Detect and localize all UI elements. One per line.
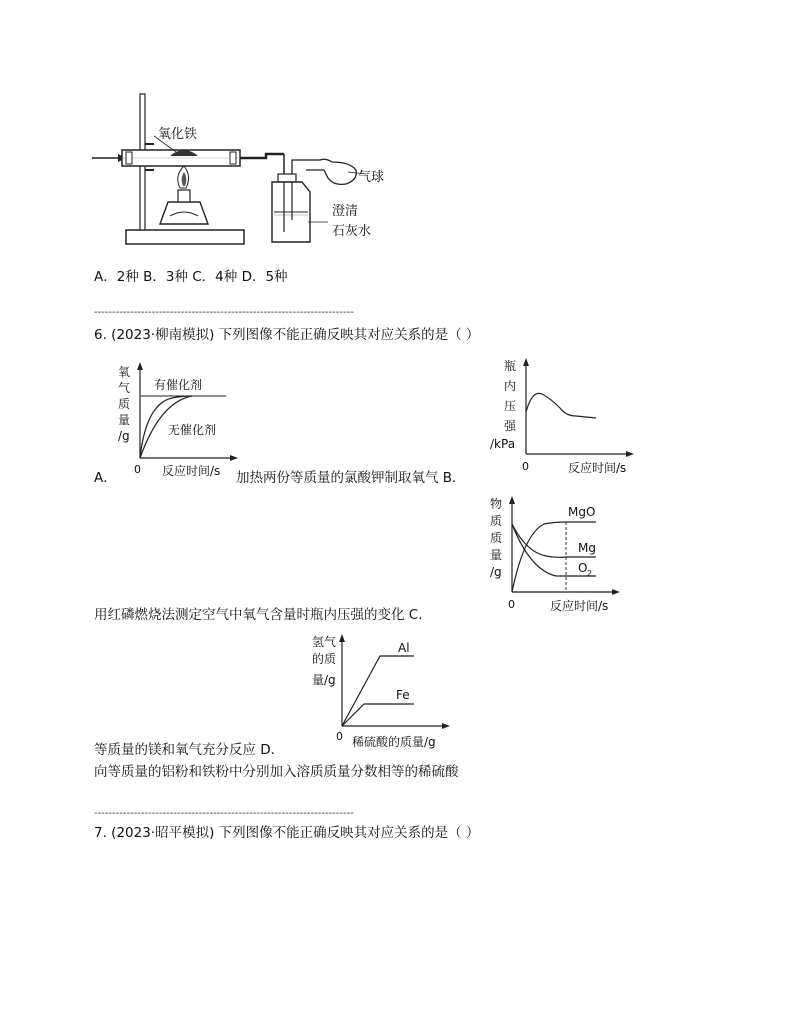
graph-d [308, 632, 452, 752]
graph-a-ylabel-0: 氧 [118, 365, 131, 379]
graph-d-xlabel: 稀硫酸的质量/g [352, 735, 436, 749]
graph-b-ylabel-4: /kPa [490, 437, 516, 451]
apparatus-diagram [88, 92, 408, 252]
q6-text-c: 等质量的镁和氧气充分反应 D． [94, 742, 285, 758]
graph-c-s3: O [578, 561, 588, 575]
graph-b-ylabel-2: 压 [504, 399, 517, 413]
graph-b-xlabel: 反应时间/s [568, 461, 627, 475]
graph-b-ylabel-0: 瓶 [504, 359, 517, 373]
graph-a-ylabel-4: /g [118, 429, 130, 443]
graph-d-ylabel-1: 的质 [312, 652, 337, 666]
graph-a [112, 362, 238, 480]
label-limewater-1: 澄清 [332, 204, 359, 219]
q7-stem: 7. (2023·昭平模拟) 下列图像不能正确反映其对应关系的是（ ） [94, 825, 480, 841]
graph-a-xlabel: 反应时间/s [162, 464, 221, 478]
q6-text-a: 加热两份等质量的氯酸钾制取氧气 B． [236, 470, 466, 486]
graph-d-ylabel-2: 量/g [312, 673, 336, 687]
graph-a-curve1: 有催化剂 [154, 378, 203, 392]
separator: ------------------------------------------------------------------------ [94, 307, 354, 318]
graph-b-origin: 0 [522, 460, 529, 473]
label-balloon: 气球 [358, 170, 385, 185]
graph-a-ylabel-2: 质 [118, 397, 131, 411]
graph-c-s2: Mg [578, 541, 596, 555]
graph-b [480, 354, 634, 478]
graph-d-s1: Al [398, 641, 410, 655]
graph-b-ylabel-1: 内 [504, 379, 517, 393]
q6-text-d: 向等质量的铝粉和铁粉中分别加入溶质质量分数相等的稀硫酸 [94, 764, 459, 780]
graph-c [486, 494, 622, 616]
label-oxide: 氧化铁 [158, 127, 198, 142]
graph-d-ylabel-0: 氢气 [312, 635, 337, 649]
graph-c-ylabel-0: 物 [490, 497, 503, 511]
graph-d-s2: Fe [396, 688, 410, 702]
graph-c-ylabel-1: 质 [490, 514, 503, 528]
graph-c-xlabel: 反应时间/s [550, 599, 609, 613]
label-limewater-2: 石灰水 [332, 224, 372, 239]
graph-a-ylabel-3: 量 [118, 413, 131, 427]
graph-c-origin: 0 [508, 598, 515, 611]
graph-c-ylabel-4: /g [490, 565, 502, 579]
q5-options: A．2种 B．3种 C．4种 D．5种 [94, 269, 288, 285]
graph-c-s3-sub: 2 [587, 569, 593, 578]
graph-c-s1: MgO [568, 505, 596, 519]
graph-a-origin: 0 [134, 463, 141, 476]
q6-stem: 6. (2023·柳南模拟) 下列图像不能正确反映其对应关系的是（ ） [94, 327, 480, 343]
q6-label-a: A． [94, 470, 117, 486]
graph-a-ylabel-1: 气 [118, 381, 131, 395]
graph-c-ylabel-2: 质 [490, 531, 503, 545]
graph-d-origin: 0 [336, 730, 343, 743]
separator-2: ------------------------------------------------------------------------ [94, 808, 354, 819]
q6-text-b: 用红磷燃烧法测定空气中氧气含量时瓶内压强的变化 C． [94, 607, 432, 623]
graph-c-ylabel-3: 量 [490, 548, 503, 562]
graph-b-ylabel-3: 强 [504, 419, 517, 433]
graph-a-curve2: 无催化剂 [168, 423, 217, 437]
